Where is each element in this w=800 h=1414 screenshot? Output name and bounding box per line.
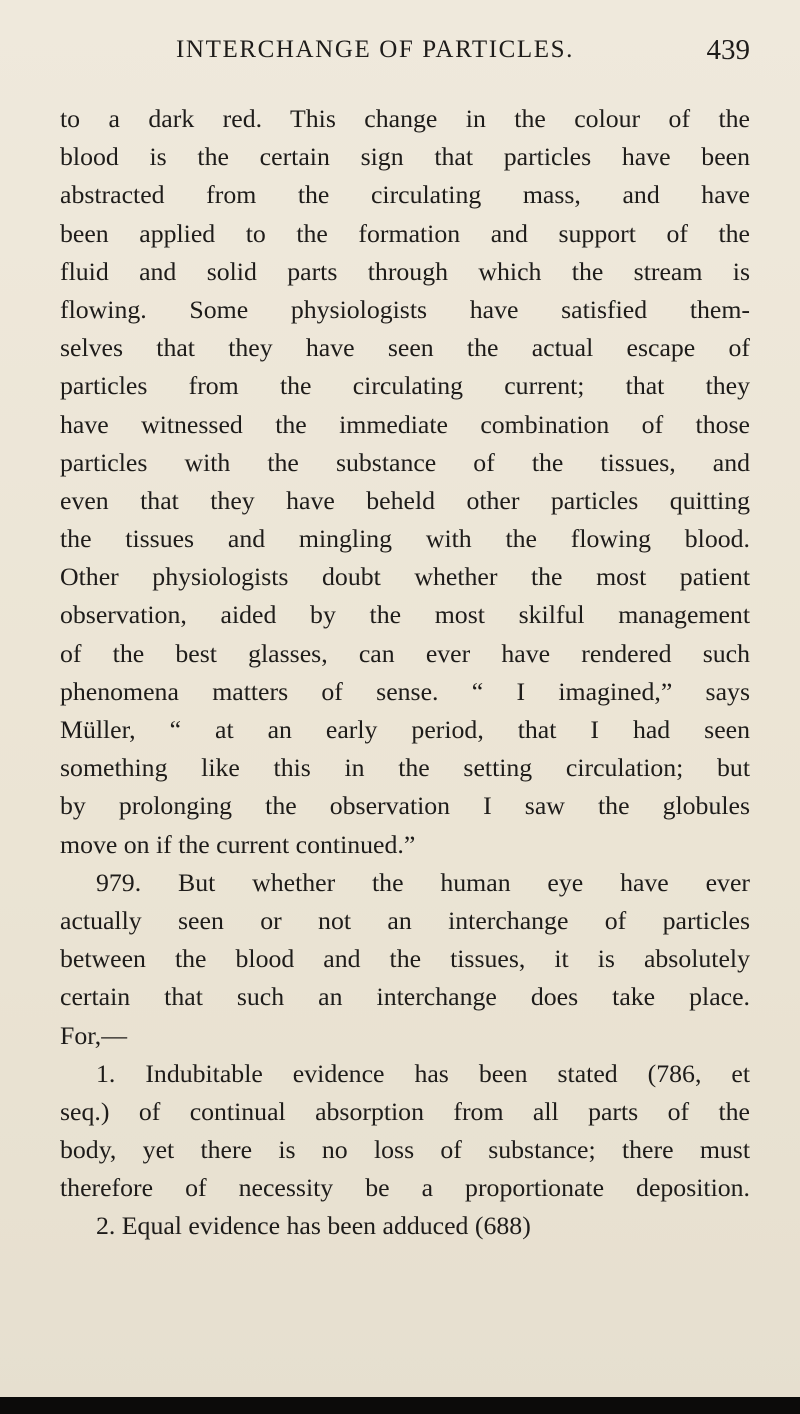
text-line: have witnessed the immediate combination of those — [60, 409, 750, 439]
text-line: the tissues and mingling with the flowing blood. — [60, 524, 750, 554]
text-line: therefore of necessity be a proportionate deposition. — [60, 1173, 750, 1203]
body-text — [60, 100, 750, 1246]
bottom-edge-shadow — [0, 1397, 800, 1414]
text-line: been applied to the formation and support of the — [60, 218, 750, 248]
text-line: certain that such an interchange does take place. — [60, 982, 750, 1012]
text-line: of the best glasses, can ever have rendered such — [60, 638, 750, 668]
running-head: INTERCHANGE OF PARTICLES. — [176, 36, 575, 63]
text-line: particles from the circulating current; that they — [60, 371, 750, 401]
text-line: phenomena matters of sense. “ I imagined,” says — [60, 676, 750, 706]
text-line: 1. Indubitable evidence has been stated (786, et — [96, 1058, 750, 1088]
text-line: observation, aided by the most skilful management — [60, 600, 750, 630]
text-line: Müller, “ at an early period, that I had seen — [60, 715, 750, 744]
text-line: by prolonging the observation I saw the globules — [60, 791, 750, 821]
text-line: between the blood and the tissues, it is absolutely — [60, 944, 750, 974]
text-line: selves that they have seen the actual escape of — [60, 333, 750, 363]
text-line: seq.) of continual absorption from all parts of the — [60, 1096, 750, 1126]
page-number: 439 — [706, 34, 750, 66]
text-line: For,— — [60, 1020, 128, 1050]
text-line: actually seen or not an interchange of particles — [60, 905, 750, 935]
text-line: even that they have beheld other particles quitting — [60, 485, 750, 515]
text-line: particles with the substance of the tissues, and — [60, 447, 750, 477]
text-line: blood is the certain sign that particles have been — [60, 142, 750, 172]
text-line: something like this in the setting circulation; but — [60, 753, 750, 783]
text-line: to a dark red. This change in the colour of the — [60, 104, 750, 133]
text-line: 979. But whether the human eye have ever — [96, 867, 750, 897]
text-line: flowing. Some physiologists have satisfied them- — [60, 294, 750, 324]
page-header — [60, 34, 750, 74]
text-line: 2. Equal evidence has been adduced (688) — [96, 1211, 531, 1241]
text-line: move on if the current continued.” — [60, 829, 416, 859]
text-line: body, yet there is no loss of substance; there must — [60, 1135, 750, 1165]
text-line: Other physiologists doubt whether the most patient — [60, 562, 750, 592]
text-line: fluid and solid parts through which the stream is — [60, 256, 750, 286]
text-line: abstracted from the circulating mass, and have — [60, 180, 750, 210]
